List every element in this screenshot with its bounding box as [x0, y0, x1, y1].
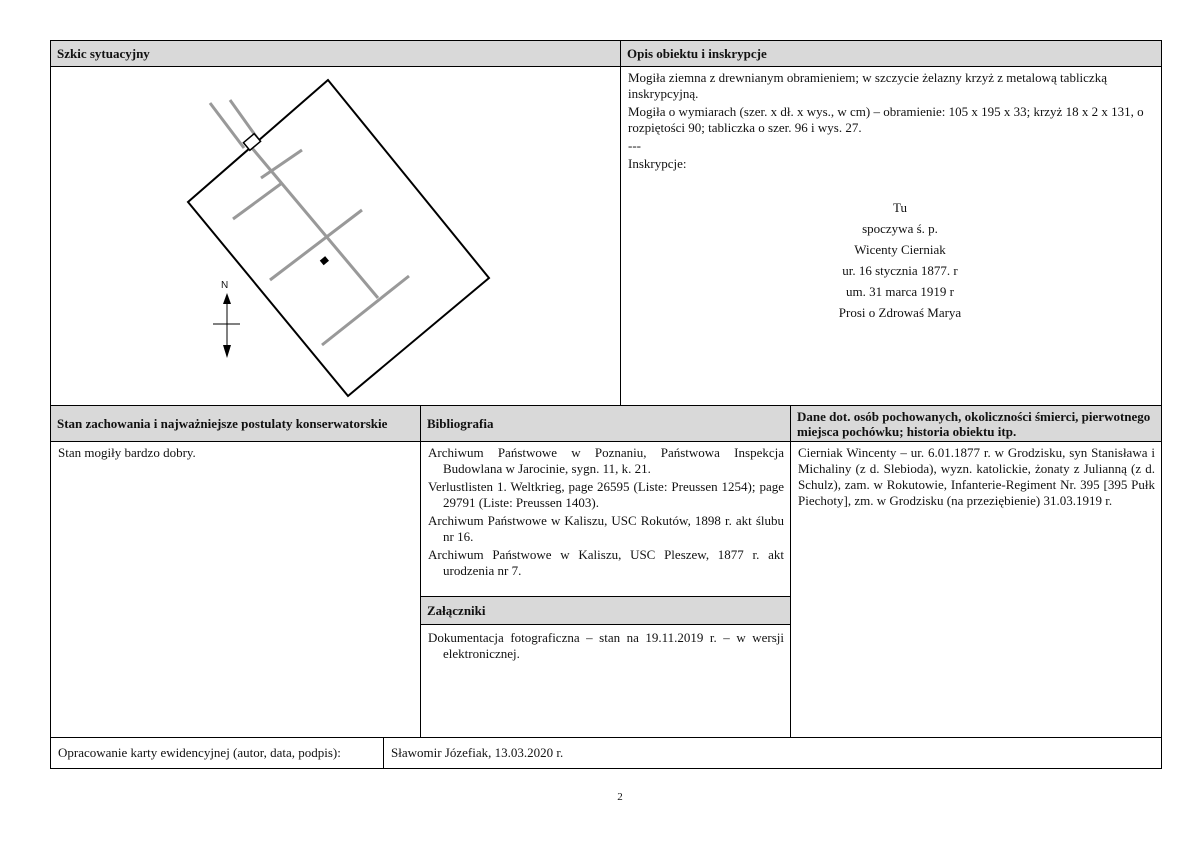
condition-header: Stan zachowania i najważniejsze postulaty konserwatorskie — [51, 406, 420, 441]
bibliography-entry: Archiwum Państwowe w Kaliszu, USC Rokutów, 1898 r. akt ślubu nr 16. — [428, 513, 784, 544]
inscription-line: spoczywa ś. p. — [862, 221, 938, 236]
dimensions-paragraph: Mogiła o wymiarach (szer. x dł. x wys., w cm) – obramienie: 105 x 195 x 33; krzyż 18 x 2 x 131, o rozpiętości 90; tabliczka o szer. 96 i wys. 27. — [628, 104, 1144, 135]
cemetery-outline — [188, 80, 489, 396]
grave-marker — [320, 256, 329, 265]
gate-marker — [243, 134, 260, 151]
page-number: 2 — [617, 791, 623, 803]
bibliography-entry: Archiwum Państwowe w Kaliszu, USC Pleszew, 1877 r. akt urodzenia nr 7. — [428, 547, 784, 578]
description-paragraph: Mogiła ziemna z drewnianym obramieniem; w szczycie żelazny krzyż z metalową tabliczką inskrypcyjną. — [628, 70, 1107, 101]
description-header: Opis obiektu i inskrypcje — [621, 41, 1161, 66]
north-label: N — [221, 280, 229, 291]
sketch-header: Szkic sytuacyjny — [51, 41, 620, 66]
situational-sketch — [180, 70, 510, 404]
inscriptions-label: Inskrypcje: — [628, 156, 687, 171]
attachment-entry: Dokumentacja fotograficzna – stan na 19.11.2019 r. – w wersji elektronicznej. — [428, 630, 784, 661]
inscription-line: Prosi o Zdrowaś Marya — [838, 305, 962, 320]
inscription-text — [750, 197, 1050, 323]
author-label: Opracowanie karty ewidencyjnej (autor, data, podpis): — [58, 745, 341, 760]
object-description — [628, 70, 1156, 172]
north-arrow-icon — [213, 293, 240, 358]
inscription-line: ur. 16 stycznia 1877. r — [842, 263, 958, 278]
inscription-line: Tu — [893, 200, 907, 215]
bibliography-entry: Archiwum Państwowe w Poznaniu, Państwowa Inspekcja Budowlana w Jarocinie, sygn. 11, k. 21. — [428, 445, 784, 476]
persons-text: Cierniak Wincenty – ur. 6.01.1877 r. w Grodzisku, syn Stanisława i Michaliny (z d. Slebioda), wyzn. katolickie, żonaty z Julianną (z d. Schulz), zam. w Rokutowie, Infanterie-Regiment Nr. 395 [395 Pułk Piechoty], zm. w Grodzisku (na przeziębienie) 31.03.1919 r. — [798, 445, 1155, 508]
inscription-line: Wicenty Cierniak — [854, 242, 946, 257]
author-value: Sławomir Józefiak, 13.03.2020 r. — [391, 745, 564, 760]
attachments-list — [428, 630, 784, 664]
separator: --- — [628, 138, 641, 153]
inscription-line: um. 31 marca 1919 r — [846, 284, 954, 299]
persons-header: Dane dot. osób pochowanych, okoliczności śmierci, pierwotnego miejsca pochówku; historia obiektu itp. — [791, 406, 1161, 441]
condition-text: Stan mogiły bardzo dobry. — [58, 445, 196, 460]
bibliography-list — [428, 445, 784, 581]
grave-rows — [210, 100, 409, 345]
bibliography-header: Bibliografia — [421, 406, 790, 441]
bibliography-entry: Verlustlisten 1. Weltkrieg, page 26595 (Liste: Preussen 1254); page 29791 (Liste: Preussen 1403). — [428, 479, 784, 510]
attachments-header: Załączniki — [421, 597, 790, 624]
